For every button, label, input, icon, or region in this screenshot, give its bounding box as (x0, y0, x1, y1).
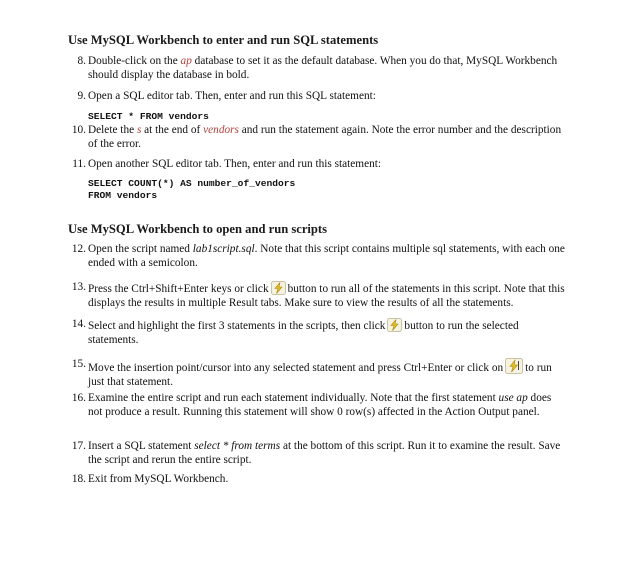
section-heading-enter-run: Use MySQL Workbench to enter and run SQL statements (68, 33, 379, 47)
step-14: 14. Select and highlight the first 3 statements in the scripts, then click button to run the selected statements. (71, 318, 519, 346)
step-8: 8. Double-click on the ap database to set it as the default database. When you do that, MySQL Workbench should display the database in bold. (77, 55, 558, 81)
step-13: 13. Press the Ctrl+Shift+Enter keys or click button to run all of the statements in this script. Note that this displays the results in multiple Result tabs. Make sure to view the results of all the statements. (71, 281, 565, 309)
step-16: 16. Examine the entire script and run each statement individually. Note that the first statement use ap does not produce a result. Running this statement will show 0 row(s) affected in the Action Output panel. (71, 392, 552, 418)
step-9: 9. Open a SQL editor tab. Then, enter and run this SQL statement: SELECT * FROM vendors (68, 90, 568, 123)
step-11: 11. Open another SQL editor tab. Then, enter and run this statement: SELECT COUNT(*) AS number_of_vendors FROM vendors (68, 158, 568, 202)
lightning-execute-icon[interactable] (387, 318, 402, 332)
sql-code-line-2: FROM vendors (88, 189, 158, 201)
sql-code: SELECT * FROM vendors (88, 110, 209, 122)
sql-code-line-1: SELECT COUNT(*) AS number_of_vendors (88, 177, 296, 189)
step-10: 10. Delete the s at the end of vendors and run the statement again. Note the error number and the description of the error. (71, 124, 562, 150)
step-15: 15. Move the insertion point/cursor into any selected statement and press Ctrl+Enter or click on to run just that statement. (71, 358, 552, 388)
step-17: 17. Insert a SQL statement select * from terms at the bottom of this script. Run it to examine the result. Save the script and rerun the entire script. (71, 440, 561, 466)
section-heading-scripts: Use MySQL Workbench to open and run scripts (68, 222, 328, 236)
lightning-execute-icon[interactable] (271, 281, 286, 295)
lightning-cursor-execute-icon[interactable] (505, 358, 523, 374)
step-12: 12. Open the script named lab1script.sql. Note that this script contains multiple sql statements, with each one ended with a semicolon. (71, 243, 565, 269)
step-18: 18. Exit from MySQL Workbench. (71, 473, 229, 485)
